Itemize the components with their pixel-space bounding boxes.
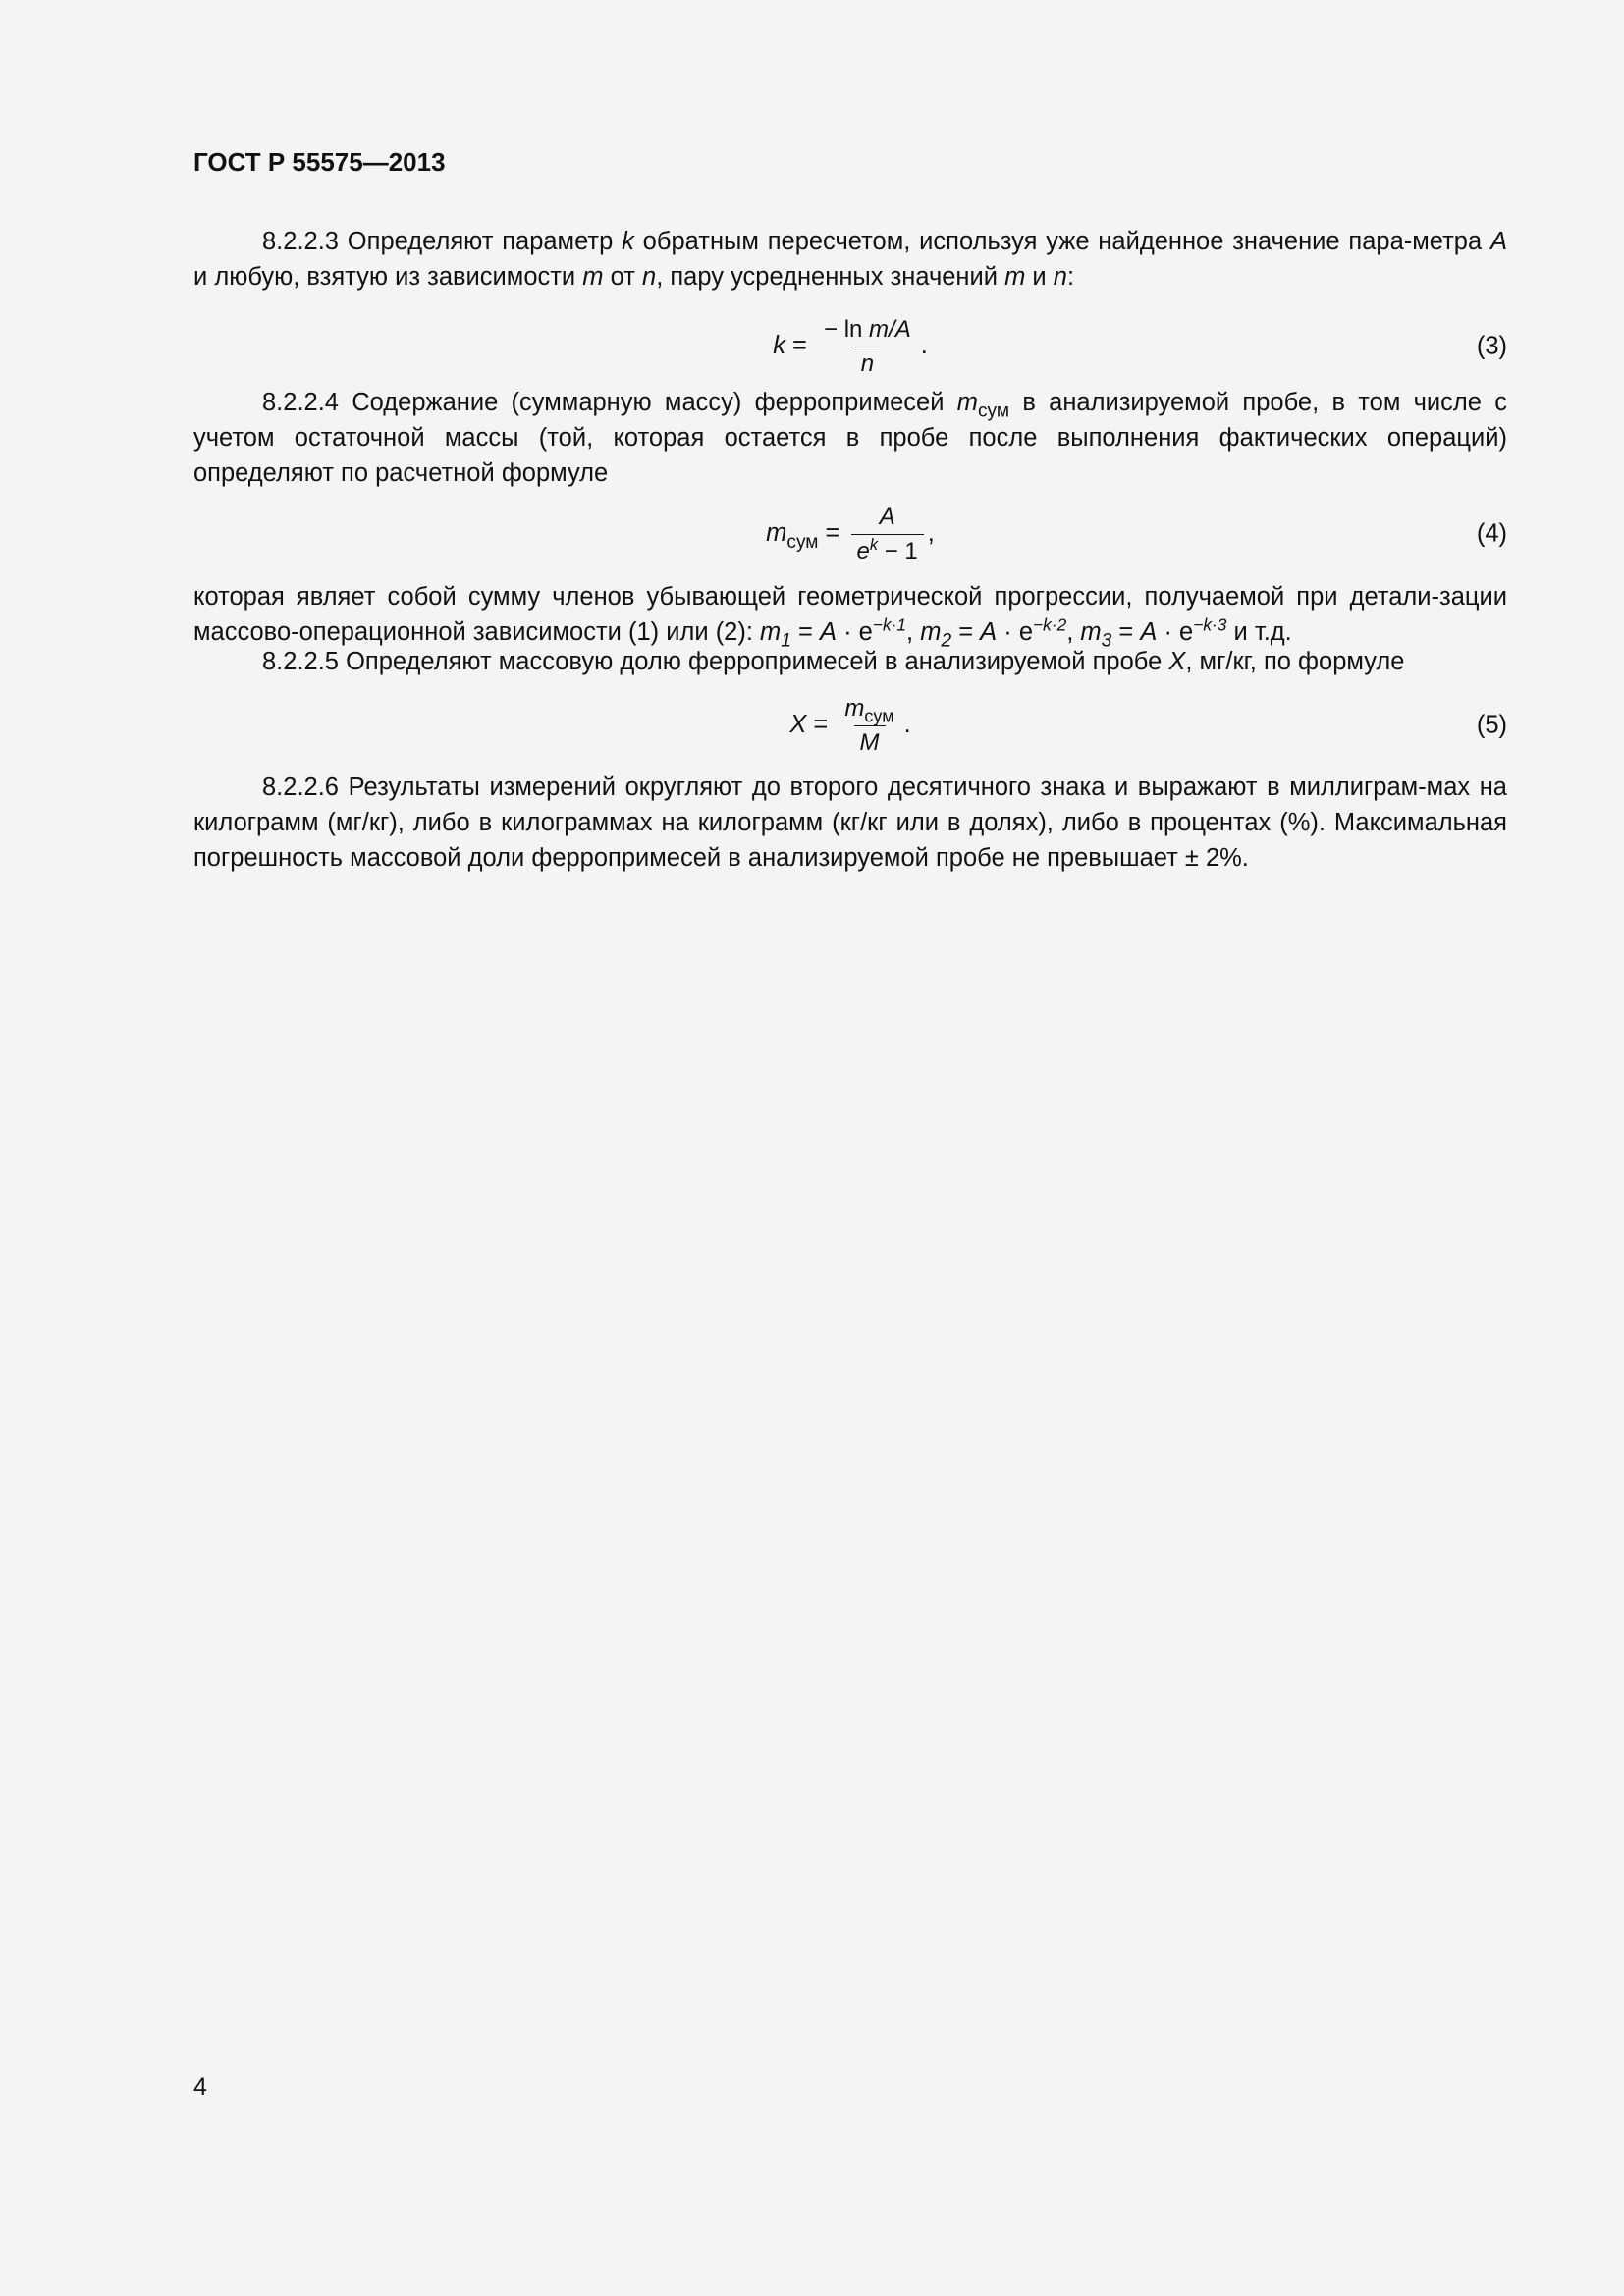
- page-number: 4: [193, 2073, 207, 2101]
- equation-number-3: (3): [1476, 332, 1507, 360]
- paragraph-8-2-2-4: 8.2.2.4 Содержание (суммарную массу) ферропримесей $m_{сум}$ в анализируемой пробе, в том числе с учетом остаточной массы (той, которая остается в пробе после выполнения фактических операций) определяют по расчетной формуле: [193, 389, 1507, 487]
- formula-4-fraction: $\frac{A}{e^k - 1}$: [851, 504, 924, 565]
- formula-4: $m_{сум}$ = $\frac{A}{e^k - 1}$ , (4): [766, 503, 1507, 564]
- paragraph-8-2-2-3: 8.2.2.3 Определяют параметр k обратным пересчетом, используя уже найденное значение пара-метра A и любую, взятую из зависимости m от n, пару усредненных значений m и n:: [193, 228, 1507, 291]
- formula-3-fraction: $\frac{\text{− ln m/A}}{n}$: [824, 315, 911, 377]
- equation-number-5: (5): [1476, 711, 1507, 739]
- formula-5-fraction: $\frac{m_{сум}}{M}$: [844, 694, 894, 756]
- paragraph-8-2-2-6: 8.2.2.6 Результаты измерений округляют до второго десятичного знака и выражают в миллиграм-мах на килограмм (мг/кг), либо в килограммах на килограмм (кг/кг или в долях), либо в процентах (%). Максимальная погрешность массовой доли ферропримесей в анализируемой пробе не превышает ± 2%.: [193, 774, 1507, 872]
- formula-3: k = $\frac{\text{− ln m/A}}{n}$ . (3): [773, 315, 1507, 377]
- paragraph-8-2-2-5: 8.2.2.5 Определяют массовую долю ферропримесей в анализируемой пробе X, мг/кг, по формуле: [262, 648, 1405, 675]
- equation-number-4: (4): [1476, 519, 1507, 548]
- document-header: ГОСТ Р 55575—2013: [193, 147, 446, 177]
- paragraph-progression: которая являет собой сумму членов убывающей геометрической прогрессии, получаемой при детали-зации массово-операционной зависимости (1) или (2): $m_1 = A \cdot e^{-k\cdot 1}$, $m_2 = A \cdot e^{-k\cdot 2}$, $m_3 = A \cdot e^{-k\cdot 3}$ и т.д.: [193, 583, 1507, 652]
- formula-5: X = $\frac{m_{сум}}{M}$ . (5): [789, 694, 1507, 756]
